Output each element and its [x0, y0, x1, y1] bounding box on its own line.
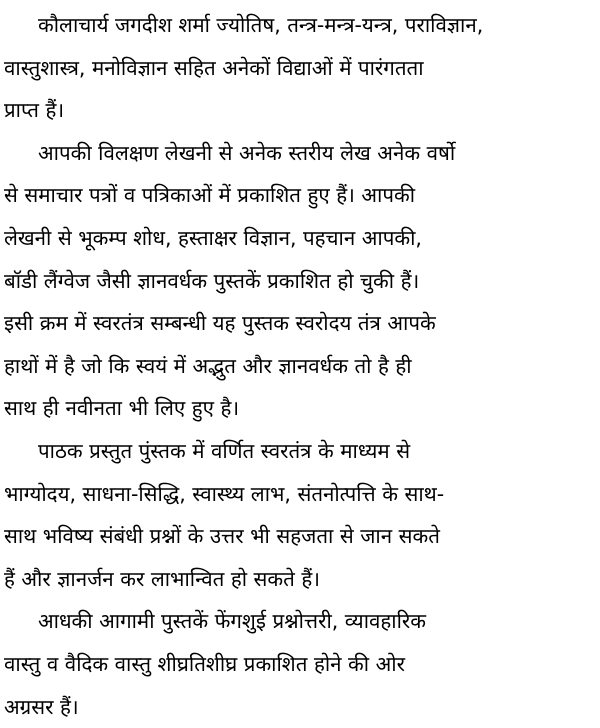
text-line: से समाचार पत्रों व पत्रिकाओं में प्रकाशित हुए हैं। आपकी	[4, 174, 596, 217]
text-line: साथ भविष्य संबंधी प्रश्नों के उत्तर भी सहजता से जान सकते	[4, 515, 596, 558]
text-line: आधकी आगामी पुस्तकें फेंगशुई प्रश्नोत्तरी, व्यावहारिक	[4, 600, 596, 643]
text-line: साथ ही नवीनता भी लिए हुए है।	[4, 387, 596, 430]
text-line: प्राप्त हैं।	[4, 89, 596, 132]
text-line: पाठक प्रस्तुत पुंस्तक में वर्णित स्वरतंत्र के माध्यम से	[4, 430, 596, 473]
text-line: इसी क्रम में स्वरतंत्र सम्बन्धी यह पुस्तक स्वरोदय तंत्र आपके	[4, 302, 596, 345]
paragraph-upcoming-books	[4, 600, 596, 728]
paragraph-reader-benefits	[4, 430, 596, 600]
text-line: अग्रसर हैं।	[4, 686, 596, 728]
text-line: हाथों में है जो कि स्वयं में अद्भुत और ज्ञानवर्धक तो है ही	[4, 345, 596, 388]
text-line: वास्तु व वैदिक वास्तु शीघ्रतिशीघ्र प्रकाशित होने की ओर	[4, 643, 596, 686]
text-line: हैं और ज्ञानर्जन कर लाभान्वित हो सकते हैं।	[4, 558, 596, 601]
text-line: भाग्योदय, साधना-सिद्धि, स्वास्थ्य लाभ, संतनोत्पत्ति के साथ-	[4, 473, 596, 516]
text-line: आपकी विलक्षण लेखनी से अनेक स्तरीय लेख अनेक वर्षो	[4, 132, 596, 175]
text-line: लेखनी से भूकम्प शोध, हस्ताक्षर विज्ञान, पहचान आपकी,	[4, 217, 596, 260]
text-line: बॉडी लैंग्वेज जैसी ज्ञानवर्धक पुस्तकें प्रकाशित हो चुकी हैं।	[4, 260, 596, 303]
text-line: कौलाचार्य जगदीश शर्मा ज्योतिष, तन्त्र-मन्त्र-यन्त्र, पराविज्ञान,	[4, 4, 596, 47]
text-line: वास्तुशास्त्र, मनोविज्ञान सहित अनेकों विद्याओं में पारंगतता	[4, 47, 596, 90]
paragraph-author-intro	[4, 4, 596, 132]
paragraph-writings	[4, 132, 596, 430]
